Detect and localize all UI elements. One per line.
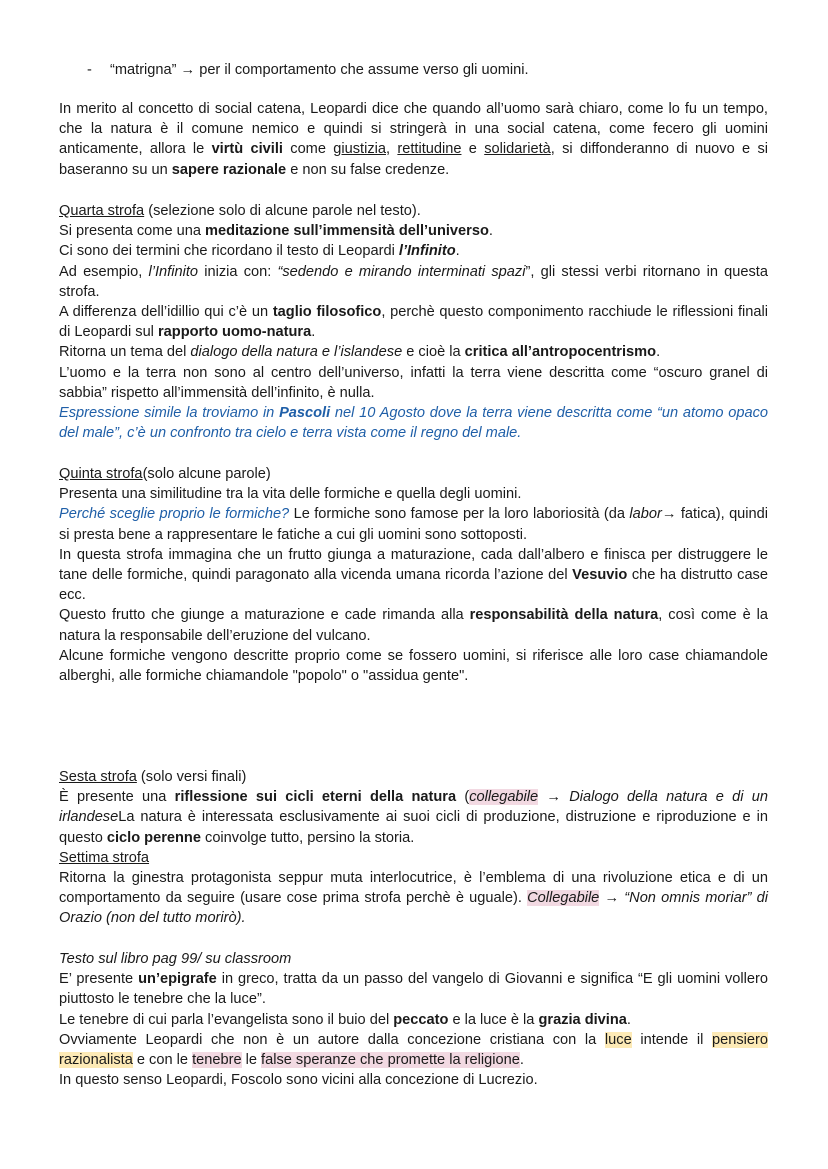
testo-heading: Testo sul libro pag 99/ su classroom [59,951,292,967]
bullet-dash: - [87,62,92,78]
highlight-pensiero-razionalista: pensiero razionalista [59,1031,768,1069]
sesta-heading-line: Sesta strofa (solo versi finali) [59,769,247,785]
highlight-collegabile-2: Collegabile [527,890,600,907]
section-quarta-strofa: Quarta strofa (selezione solo di alcune parole nel testo). Si presenta come una meditazione sull’immensità dell’universo. Ci sono dei termini che ricordano il testo di Leopardi l’Infinito. Ad esempio, l’Infinito inizia con: “sedendo e mirando interminati spazi”, gli stessi verbi ritornano in questa strofa. A differenza dell’idillio qui c’è un taglio filosofico, perchè questo componimento racchiude le riflessioni finali di Leopardi sul rapporto uomo-natura. Ritorna un tema del dialogo della natura e l’islandese e cioè la critica all’antropocentrismo. L’uomo e la terra non sono al centro dell’universo, infatti la terra viene descritta come “oscuro granel di sabbia” rispetto all’immensità dell’infinito, è nulla. Espressione simile la troviamo in Pascoli nel 10 Agosto dove la terra viene descritta come “un atomo opaco del male”, c’è un confronto tra cielo e terra vista come il regno del male. [59,201,768,443]
settima-heading: Settima strofa [59,849,150,866]
section-sesta-strofa: Sesta strofa (solo versi finali) È presente una riflessione sui cicli eterni della natura (collegabile → Dialogo della natura e di un irlandeseLa natura è interessata esclusivamente ai suoi cicli di produzione, distruzione e riproduzione e in questo ciclo perenne coinvolge tutto, persino la storia. Settima strofa Ritorna la ginestra protagonista seppur muta interlocutrice, è l’emblema di una rivoluzione etica e di un comportamento da seguire (usare cose prima strofa perchè è uguale). Collegabile → “Non omnis moriar” di Orazio (non del tutto morirò). [59,769,769,927]
section-quinta-strofa: Quinta strofa(solo alcune parole) Presenta una similitudine tra la vita delle formiche e quella degli uomini. Perché sceglie proprio le formiche? Le formiche sono famose per la loro laboriosità (da labor→ fatica), quindi si presta bene a rappresentare le fatiche a cui gli uomini sono sottoposti. In questa strofa immagina che un frutto giunga a maturazione, cada dall’albero e finisca per distruggere le tane delle formiche, quindi paragonato alla vicenda umana ricorda l’azione del Vesuvio che ha distrutto case ecc. Questo frutto che giunge a maturazione e cade rimanda alla responsabilità della natura, così come è la natura la responsabile dell’eruzione del vulcano. Alcune formiche vengono descritte proprio come se fossero uomini, si riferisce alle loro case chiamandole alberghi, alle formiche chiamandole "popolo" o "assidua gente". [59,466,769,685]
highlight-collegabile: collegabile [469,789,539,806]
section-testo: Testo sul libro pag 99/ su classroom E’ presente un’epigrafe in greco, tratta da un passo del vangelo di Giovanni e significa “E gli uomini vollero piuttosto le tenebre che la luce”. Le tenebre di cui parla l’evangelista sono il buio del peccato e la luce è la grazia divina. Ovviamente Leopardi che non è un autore dalla concezione cristiana con la luce intende il pensiero razionalista e con le tenebre le false speranze che promette la religione. In questo senso Leopardi, Foscolo sono vicini alla concezione di Lucrezio. [59,951,769,1089]
quarta-heading: Quarta strofa [59,203,145,219]
highlight-tenebre: tenebre [192,1052,242,1069]
highlight-luce: luce [604,1031,632,1048]
quinta-heading-line: Quinta strofa(solo alcune parole) [59,466,271,482]
highlight-false-speranze: false speranze che promette la religione [261,1052,520,1069]
bullet-matrigna: “matrigna” → per il comportamento che assume verso gli uomini. [110,62,529,78]
sesta-heading: Sesta strofa [59,769,137,785]
quinta-heading: Quinta strofa [59,466,143,482]
pascoli-note: Espressione simile la troviamo in Pascoli nel 10 Agosto dove la terra viene descritta come “un atomo opaco del male”, c’è un confronto tra cielo e terra vista come il regno del male. [59,405,768,442]
paragraph-social-catena: In merito al concetto di social catena, Leopardi dice che quando all’uomo sarà chiaro, come lo fu un tempo, che la natura è il comune nemico e quindi si stringerà in una social catena, come fecero gli uomini anticamente, allora le virtù civili come giustizia, rettitudine e solidarietà, si diffonderanno di nuovo e si baseranno su un sapere razionale e non su false credenze. [59,101,768,178]
question-formiche: Perché sceglie proprio le formiche? [59,506,290,523]
settima-heading-line [59,848,768,868]
quarta-heading-line: Quarta strofa (selezione solo di alcune parole nel testo). [59,203,421,219]
